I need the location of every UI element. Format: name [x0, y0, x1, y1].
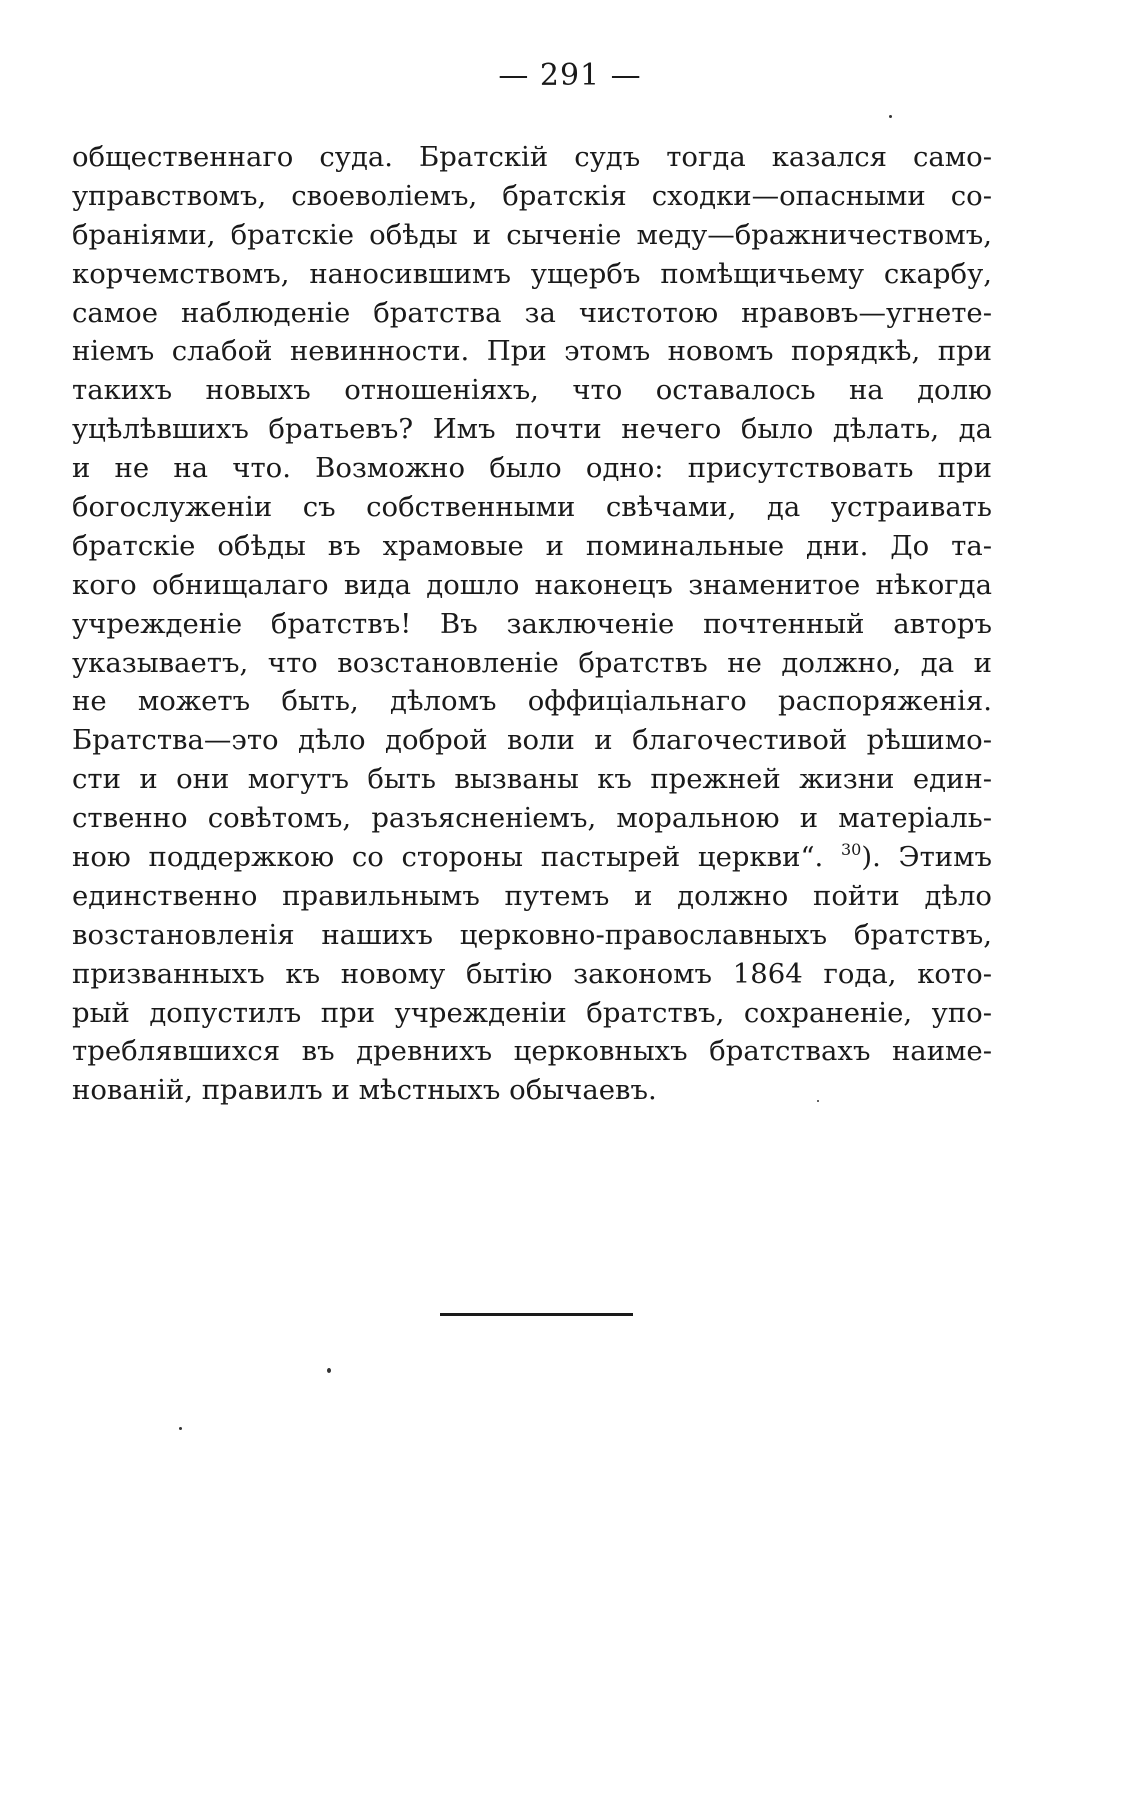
text-line: корчемствомъ, наносившимъ ущербъ помѣщичьему скарбу,	[72, 257, 992, 290]
text-line: богослуженіи съ собственными свѣчами, да устраивать	[72, 491, 992, 524]
page-number: — 291 —	[498, 58, 642, 93]
line-tail: ). Этимъ	[861, 841, 993, 874]
text-line: треблявшихся въ древнихъ церковныхъ братствахъ наиме-	[72, 1035, 992, 1068]
text-line: не можетъ быть, дѣломъ оффиціальнаго распоряженія.	[72, 685, 992, 718]
text-line: браніями, братскіе обѣды и сыченіе меду—бражничествомъ,	[72, 218, 992, 251]
text-line: ственно совѣтомъ, разъясненіемъ, моральною и матеріаль-	[72, 802, 992, 835]
line-text: ною поддержкою со стороны пастырей церкви“.	[72, 841, 824, 874]
text-line: призванныхъ къ новому бытію закономъ 1864 года, кото-	[72, 957, 992, 990]
text-line: сти и они могутъ быть вызваны къ прежней жизни един-	[72, 763, 992, 796]
text-line: ніемъ слабой невинности. При этомъ новомъ порядкѣ, при	[72, 335, 992, 368]
text-line: уцѣлѣвшихъ братьевъ? Имъ почти нечего было дѣлать, да	[72, 413, 992, 446]
footnote-reference: 30	[841, 840, 862, 860]
text-line: указываетъ, что возстановленіе братствъ не должно, да и	[72, 646, 992, 679]
text-line: Братства—это дѣло доброй воли и благочестивой рѣшимо-	[72, 724, 992, 757]
body-text	[72, 138, 992, 1110]
print-speck	[179, 1427, 182, 1430]
text-line: возстановленія нашихъ церковно-православныхъ братствъ,	[72, 918, 992, 951]
text-line: учрежденіе братствъ! Въ заключеніе почтенный авторъ	[72, 607, 992, 640]
text-line: управствомъ, своеволіемъ, братскія сходки—опасными со-	[72, 179, 992, 212]
text-line: общественнаго суда. Братскій судъ тогда казался само-	[72, 141, 992, 173]
print-speck	[817, 1100, 819, 1102]
text-line: рый допустилъ при учрежденіи братствъ, сохраненіе, упо-	[72, 996, 992, 1029]
text-line: самое наблюденіе братства за чистотою нравовъ—угнете-	[72, 296, 992, 329]
text-line: такихъ новыхъ отношеніяхъ, что оставалось на долю	[72, 374, 992, 407]
print-speck	[327, 1368, 331, 1373]
text-line: и не на что. Возможно было одно: присутствовать при	[72, 452, 992, 485]
print-speck	[889, 115, 892, 118]
text-line: единственно правильнымъ путемъ и должно пойти дѣло	[72, 879, 992, 912]
text-line-last: нованій, правилъ и мѣстныхъ обычаевъ.	[72, 1074, 657, 1107]
text-line: братскіе обѣды въ храмовые и поминальные дни. До та-	[72, 529, 992, 562]
text-line: кого обнищалаго вида дошло наконецъ знаменитое нѣкогда	[72, 568, 992, 601]
section-divider	[440, 1313, 633, 1316]
text-line-with-footnote	[72, 838, 992, 877]
